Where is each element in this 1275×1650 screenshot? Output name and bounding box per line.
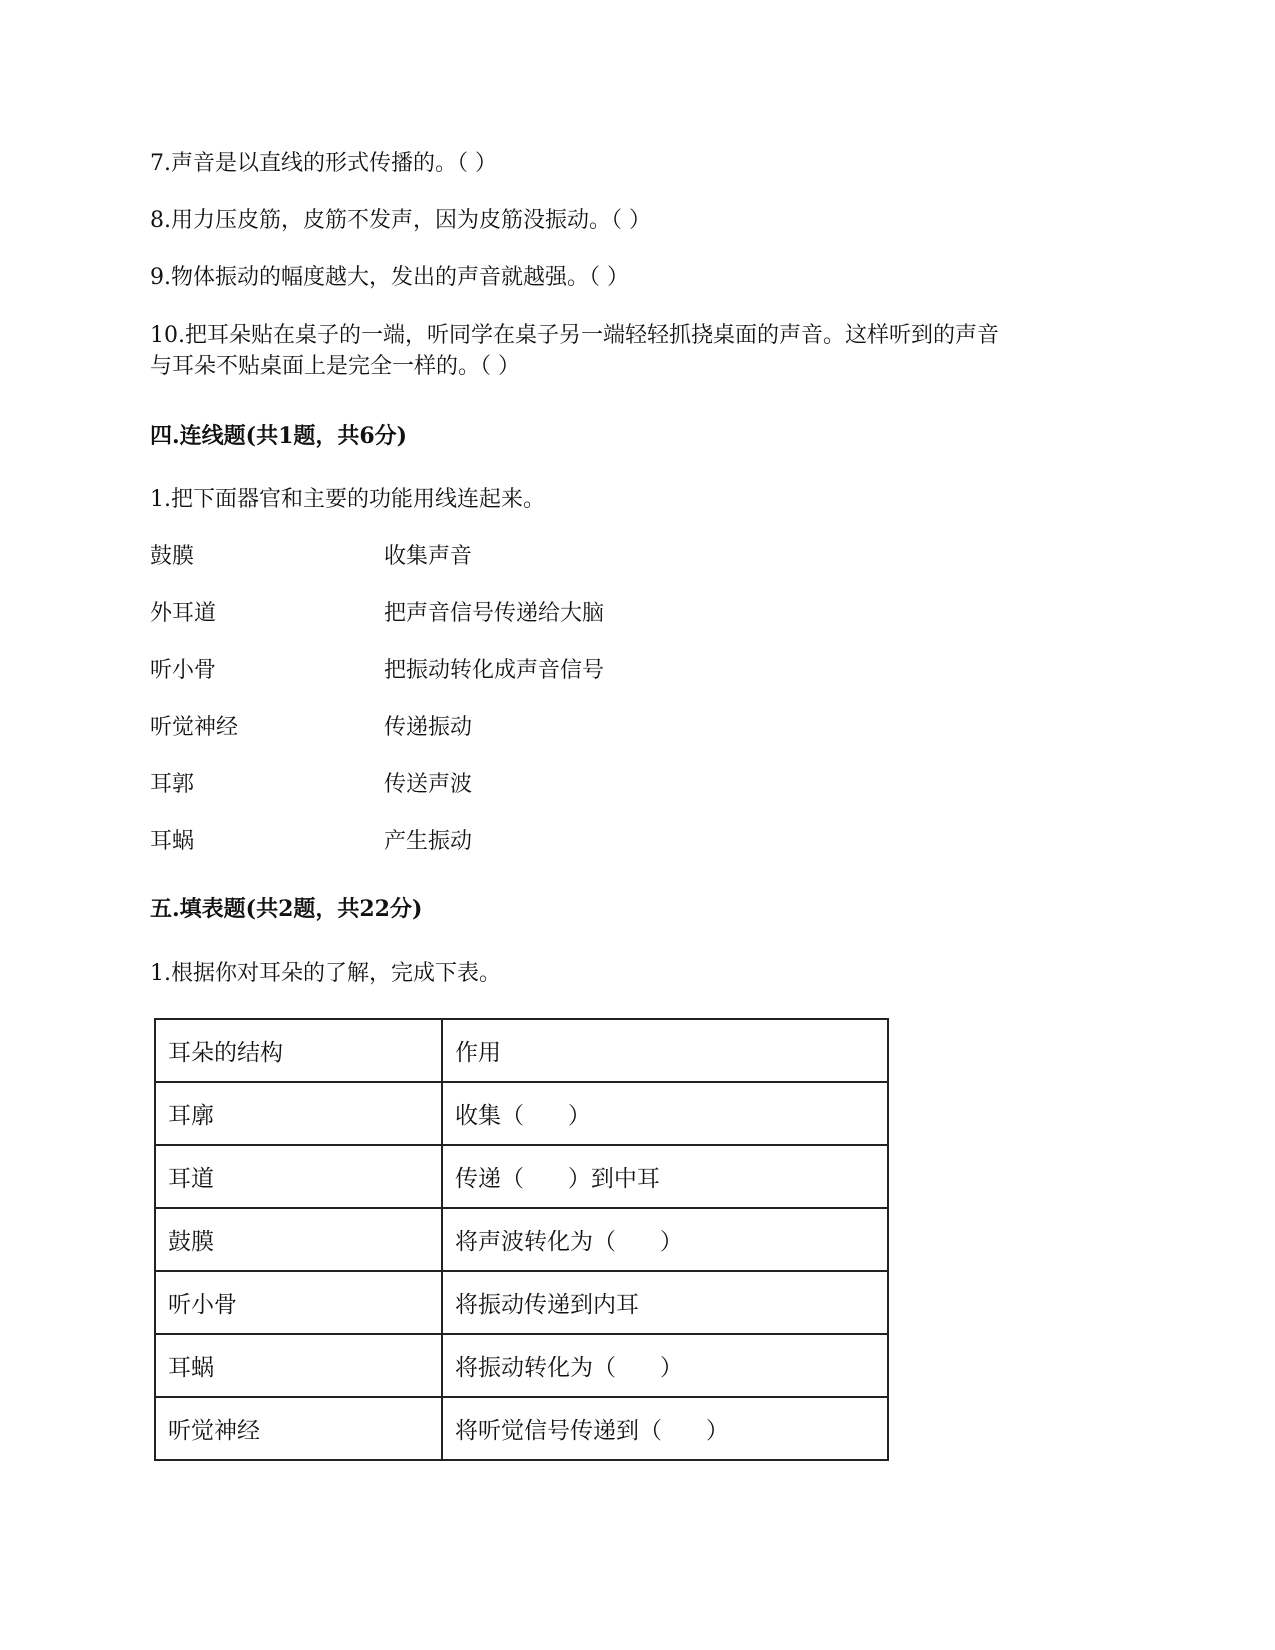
ear-structure-table [154,1018,889,1461]
section-4-heading: 四.连线题(共1题，共6分) [150,423,408,449]
table-row [155,1208,888,1271]
section-5-heading: 五.填表题(共2题，共22分) [150,896,423,922]
question-7: 7.声音是以直线的形式传播的。（ ） [150,151,497,176]
table-row [155,1082,888,1145]
table-row [155,1334,888,1397]
match-left-item: 耳郭 [150,772,195,797]
match-right-item: 把振动转化成声音信号 [384,658,605,683]
table-cell-structure: 耳道 [155,1145,442,1208]
match-left-item: 耳蜗 [150,829,195,854]
table-cell-function: 将振动转化为（ ） [442,1334,888,1397]
table-header-cell: 作用 [442,1019,888,1082]
section-5-question: 1.根据你对耳朵的了解，完成下表。 [150,961,501,986]
table-cell-function: 将振动传递到内耳 [442,1271,888,1334]
match-left-item: 听小骨 [150,658,217,683]
table-row [155,1145,888,1208]
table-cell-structure: 鼓膜 [155,1208,442,1271]
match-right-item: 传送声波 [384,772,473,797]
match-left-item: 外耳道 [150,601,217,626]
table-header-cell: 耳朵的结构 [155,1019,442,1082]
match-right-item: 把声音信号传递给大脑 [384,601,605,626]
table-row [155,1271,888,1334]
table-cell-function: 将听觉信号传递到（ ） [442,1397,888,1460]
table-cell-structure: 听觉神经 [155,1397,442,1460]
question-8: 8.用力压皮筋，皮筋不发声，因为皮筋没振动。（ ） [150,208,651,233]
table-cell-function: 收集（ ） [442,1082,888,1145]
table-cell-function: 传递（ ）到中耳 [442,1145,888,1208]
section-4-question: 1.把下面器官和主要的功能用线连起来。 [150,487,545,512]
table-cell-structure: 耳蜗 [155,1334,442,1397]
question-9: 9.物体振动的幅度越大，发出的声音就越强。（ ） [150,265,629,290]
table-cell-structure: 听小骨 [155,1271,442,1334]
match-left-item: 听觉神经 [150,715,239,740]
match-left-item: 鼓膜 [150,544,195,569]
table-header-row [155,1019,888,1082]
question-10-line-1: 10.把耳朵贴在桌子的一端，听同学在桌子另一端轻轻抓挠桌面的声音。这样听到的声音 [150,323,999,348]
table-cell-function: 将声波转化为（ ） [442,1208,888,1271]
table-row [155,1397,888,1460]
question-10-line-2: 与耳朵不贴桌面上是完全一样的。（ ） [150,354,520,379]
match-right-item: 收集声音 [384,544,473,569]
table-cell-structure: 耳廓 [155,1082,442,1145]
match-right-item: 传递振动 [384,715,473,740]
match-right-item: 产生振动 [384,829,473,854]
